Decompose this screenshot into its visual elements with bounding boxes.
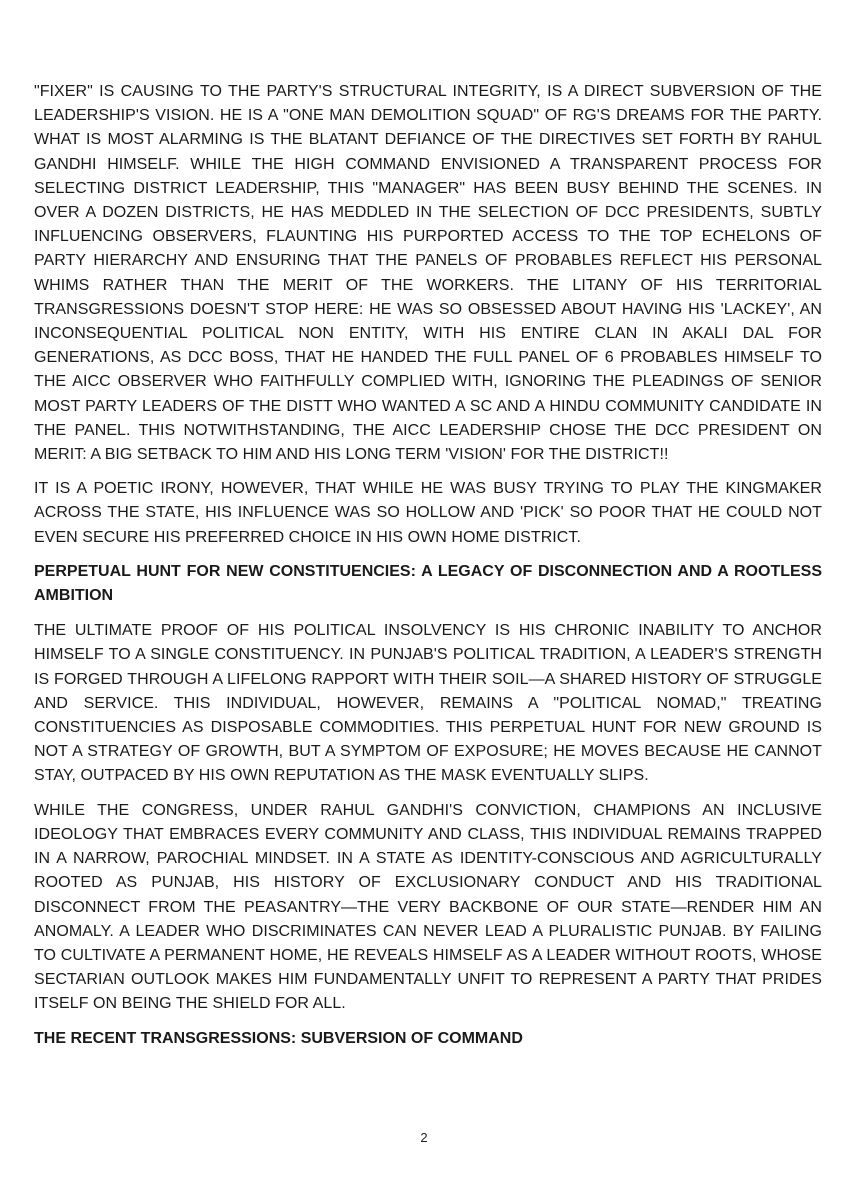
document-page [34, 80, 822, 1062]
body-paragraph-1: "FIXER" IS CAUSING TO THE PARTY'S STRUCTURAL INTEGRITY, IS A DIRECT SUBVERSION OF THE LEADERSHIP'S VISION. HE IS A "ONE MAN DEMOLITION SQUAD" OF RG'S DREAMS FOR THE PARTY. WHAT IS MOST ALARMING IS THE BLATANT DEFIANCE OF THE DIRECTIVES SET FORTH BY RAHUL GANDHI HIMSELF. WHILE THE HIGH COMMAND ENVISIONED A TRANSPARENT PROCESS FOR SELECTING DISTRICT LEADERSHIP, THIS "MANAGER" HAS BEEN BUSY BEHIND THE SCENES. IN OVER A DOZEN DISTRICTS, HE HAS MEDDLED IN THE SELECTION OF DCC PRESIDENTS, SUBTLY INFLUENCING OBSERVERS, FLAUNTING HIS PURPORTED ACCESS TO THE TOP ECHELONS OF PARTY HIERARCHY AND ENSURING THAT THE PANELS OF PROBABLES REFLECT HIS PERSONAL WHIMS RATHER THAN THE MERIT OF THE WORKERS. THE LITANY OF HIS TERRITORIAL TRANSGRESSIONS DOESN'T STOP HERE: HE WAS SO OBSESSED ABOUT HAVING HIS 'LACKEY', AN INCONSEQUENTIAL POLITICAL NON ENTITY, WITH HIS ENTIRE CLAN IN AKALI DAL FOR GENERATIONS, AS DCC BOSS, THAT HE HANDED THE FULL PANEL OF 6 PROBABLES HIMSELF TO THE AICC OBSERVER WHO FAITHFULLY COMPLIED WITH, IGNORING THE PLEADINGS OF SENIOR MOST PARTY LEADERS OF THE DISTT WHO WANTED A SC AND A HINDU COMMUNITY CANDIDATE IN THE PANEL. THIS NOTWITHSTANDING, THE AICC LEADERSHIP CHOSE THE DCC PRESIDENT ON MERIT: A BIG SETBACK TO HIM AND HIS LONG TERM 'VISION' FOR THE DISTRICT!! [34, 83, 822, 464]
body-paragraph-3: THE ULTIMATE PROOF OF HIS POLITICAL INSOLVENCY IS HIS CHRONIC INABILITY TO ANCHOR HIMSELF TO A SINGLE CONSTITUENCY. IN PUNJAB'S POLITICAL TRADITION, A LEADER'S STRENGTH IS FORGED THROUGH A LIFELONG RAPPORT WITH THEIR SOIL—A SHARED HISTORY OF STRUGGLE AND SERVICE. THIS INDIVIDUAL, HOWEVER, REMAINS A "POLITICAL NOMAD," TREATING CONSTITUENCIES AS DISPOSABLE COMMODITIES. THIS PERPETUAL HUNT FOR NEW GROUND IS NOT A STRATEGY OF GROWTH, BUT A SYMPTOM OF EXPOSURE; HE MOVES BECAUSE HE CANNOT STAY, OUTPACED BY HIS OWN REPUTATION AS THE MASK EVENTUALLY SLIPS. [34, 622, 822, 785]
body-paragraph-2: IT IS A POETIC IRONY, HOWEVER, THAT WHILE HE WAS BUSY TRYING TO PLAY THE KINGMAKER ACROSS THE STATE, HIS INFLUENCE WAS SO HOLLOW AND 'PICK' SO POOR THAT HE COULD NOT EVEN SECURE HIS PREFERRED CHOICE IN HIS OWN HOME DISTRICT. [34, 480, 822, 546]
section-heading-2: THE RECENT TRANSGRESSIONS: SUBVERSION OF COMMAND [34, 1029, 523, 1047]
page-number: 2 [420, 1130, 428, 1145]
body-paragraph-4: WHILE THE CONGRESS, UNDER RAHUL GANDHI'S CONVICTION, CHAMPIONS AN INCLUSIVE IDEOLOGY THAT EMBRACES EVERY COMMUNITY AND CLASS, THIS INDIVIDUAL REMAINS TRAPPED IN A NARROW, PAROCHIAL MINDSET. IN A STATE AS IDENTITY-CONSCIOUS AND AGRICULTURALLY ROOTED AS PUNJAB, HIS HISTORY OF EXCLUSIONARY CONDUCT AND HIS TRADITIONAL DISCONNECT FROM THE PEASANTRY—THE VERY BACKBONE OF OUR STATE—RENDER HIM AN ANOMALY. A LEADER WHO DISCRIMINATES CAN NEVER LEAD A PLURALISTIC PUNJAB. BY FAILING TO CULTIVATE A PERMANENT HOME, HE REVEALS HIMSELF AS A LEADER WITHOUT ROOTS, WHOSE SECTARIAN OUTLOOK MAKES HIM FUNDAMENTALLY UNFIT TO REPRESENT A PARTY THAT PRIDES ITSELF ON BEING THE SHIELD FOR ALL. [34, 801, 822, 1013]
section-heading-1: PERPETUAL HUNT FOR NEW CONSTITUENCIES: A LEGACY OF DISCONNECTION AND A ROOTLESS AMBITION [34, 562, 822, 605]
